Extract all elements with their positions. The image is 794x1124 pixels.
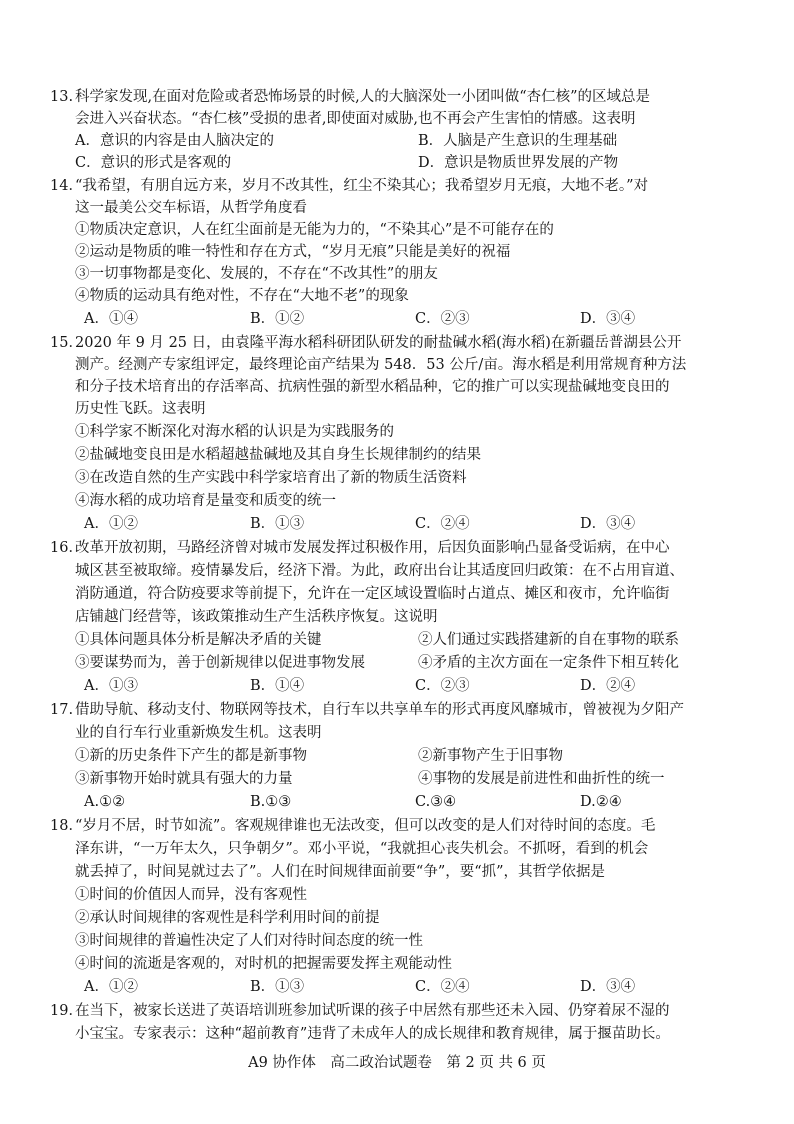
choice-b: B．①③ [250,516,305,532]
choice-b: B．①③ [250,979,305,995]
option-a: A．意识的内容是由人脑决定的 [75,133,274,149]
question-stem-line: 和分子技术培育出的存活率高、抗病性强的新型水稻品种，它的推广可以实现盐碱地变良田的 [75,379,670,395]
statement-2: ②运动是物质的唯一特性和存在方式，“岁月无痕”只能是美好的祝福 [75,244,511,260]
choice-a: A．①④ [84,311,138,327]
statement-2: ②新事物产生于旧事物 [418,748,563,764]
question-stem-line: 就丢掉了，时间晃就过去了”。人们在时间规律面前要“争”，要“抓”，其哲学依据是 [75,864,606,880]
choice-c: C．②④ [415,516,470,532]
question-stem-line: 借助导航、移动支付、物联网等技术，自行车以共享单车的形式再度风靡城市，曾被视为夕阳产 [75,702,684,718]
choice-c: C．②④ [415,979,470,995]
statement-2: ②盐碱地变良田是水稻超越盐碱地及其自身生长规律制约的结果 [75,447,481,463]
statement-1: ①时间的价值因人而异，没有客观性 [75,887,307,903]
statement-4: ④物质的运动具有绝对性，不存在“大地不老”的现象 [75,288,409,304]
question-stem-line: 测产。经测产专家组评定，最终理论亩产结果为 548．53 公斤/亩。海水稻是利用常规育种方法 [75,357,687,373]
statement-3: ③新事物开始时就具有强大的力量 [75,771,293,787]
question-stem-line: “岁月不居，时节如流”。客观规律谁也无法改变，但可以改变的是人们对待时间的态度。毛 [75,818,656,834]
choice-d: D．③④ [580,311,636,327]
choice-b: B．①④ [250,678,305,694]
choice-c: C.③④ [415,794,457,810]
statement-1: ①具体问题具体分析是解决矛盾的关键 [75,632,322,648]
statement-3: ③要谋势而为，善于创新规律以促进事物发展 [75,655,365,671]
question-number: 17. [50,702,74,718]
question-number: 15． [50,335,83,351]
option-c: C．意识的形式是客观的 [75,155,232,171]
choice-b: B.①③ [250,794,292,810]
statement-1: ①科学家不断深化对海水稻的认识是为实践服务的 [75,424,394,440]
statement-1: ①物质决定意识，人在红尘面前是无能为力的，“不染其心”是不可能存在的 [75,222,554,238]
question-stem-line: 科学家发现,在面对危险或者恐怖场景的时候,人的大脑深处一小团叫做“杏仁核”的区域总是 [75,89,651,105]
question-number: 13. [50,89,74,105]
choice-d: D．②④ [580,678,636,694]
question-number: 14． [50,178,83,194]
question-stem-line: 这一最美公交车标语，从哲学角度看 [75,200,307,216]
choice-a: A．①② [84,516,138,532]
statement-3: ③时间规律的普遍性决定了人们对待时间态度的统一性 [75,933,423,949]
question-number: 18． [50,818,83,834]
choice-d: D．③④ [580,516,636,532]
question-stem-line: 消防通道，符合防疫要求等前提下，允许在一定区域设置临时占道点、摊区和夜市，允许临街 [75,586,670,602]
question-stem-line: 店铺越门经营等，该政策推动生产生活秩序恢复。这说明 [75,609,438,625]
choice-c: C．②③ [415,678,470,694]
choice-c: C．②③ [415,311,470,327]
statement-4: ④时间的流逝是客观的，对时机的把握需要发挥主观能动性 [75,956,452,972]
statement-3: ③一切事物都是变化、发展的，不存在“不改其性”的朋友 [75,266,438,282]
question-stem-line: 在当下，被家长送进了英语培训班参加试听课的孩子中居然有那些还未入园、仍穿着尿不湿的 [75,1003,670,1019]
question-number: 19． [50,1003,83,1019]
option-b: B．人脑是产生意识的生理基础 [418,133,618,149]
question-stem-line: “我希望，有朋自远方来，岁月不改其性，红尘不染其心；我希望岁月无痕，大地不老。”对 [75,178,649,194]
question-stem-line: 泽东讲，“一万年太久，只争朝夕”。邓小平说，“我就担心丧失机会。不抓呀，看到的机会 [75,841,649,857]
choice-a: A.①② [84,794,126,810]
statement-4: ④海水稻的成功培育是量变和质变的统一 [75,493,336,509]
choice-b: B．①② [250,311,305,327]
statement-4: ④矛盾的主次方面在一定条件下相互转化 [418,655,679,671]
question-number: 16． [50,540,83,556]
statement-1: ①新的历史条件下产生的都是新事物 [75,748,307,764]
statement-3: ③在改造自然的生产实践中科学家培育出了新的物质生活资料 [75,470,467,486]
question-stem-line: 业的自行车行业重新焕发生机。这表明 [75,725,322,741]
question-stem-line: 小宝宝。专家表示：这种“超前教育”违背了未成年人的成长规律和教育规律，属于揠苗助长。 [75,1026,670,1042]
choice-a: A．①③ [84,678,138,694]
choice-d: D．③④ [580,979,636,995]
statement-4: ④事物的发展是前进性和曲折性的统一 [418,771,665,787]
choice-d: D.②④ [580,794,622,810]
question-stem-line: 城区甚至被取缔。疫情暴发后，经济下滑。为此，政府出台让其适度回归政策：在不占用盲道、 [75,563,684,579]
choice-a: A．①② [84,979,138,995]
statement-2: ②承认时间规律的客观性是科学利用时间的前提 [75,910,380,926]
question-stem-line: 历史性飞跃。这表明 [75,401,206,417]
option-d: D．意识是物质世界发展的产物 [418,155,619,171]
statement-2: ②人们通过实践搭建新的自在事物的联系 [418,632,679,648]
question-stem-line: 改革开放初期，马路经济曾对城市发展发挥过积极作用，后因负面影响凸显备受诟病，在中心 [75,540,670,556]
question-stem-line: 2020 年 9 月 25 日，由袁隆平海水稻科研团队研发的耐盐碱水稻(海水稻)在新疆岳普湖县公开 [75,335,682,351]
question-stem-line: 会进入兴奋状态。“杏仁核”受损的患者,即使面对威胁,也不再会产生害怕的情感。这表明 [75,111,636,127]
page-footer: A9 协作体 高二政治试题卷 第 2 页 共 6 页 [248,1055,546,1071]
